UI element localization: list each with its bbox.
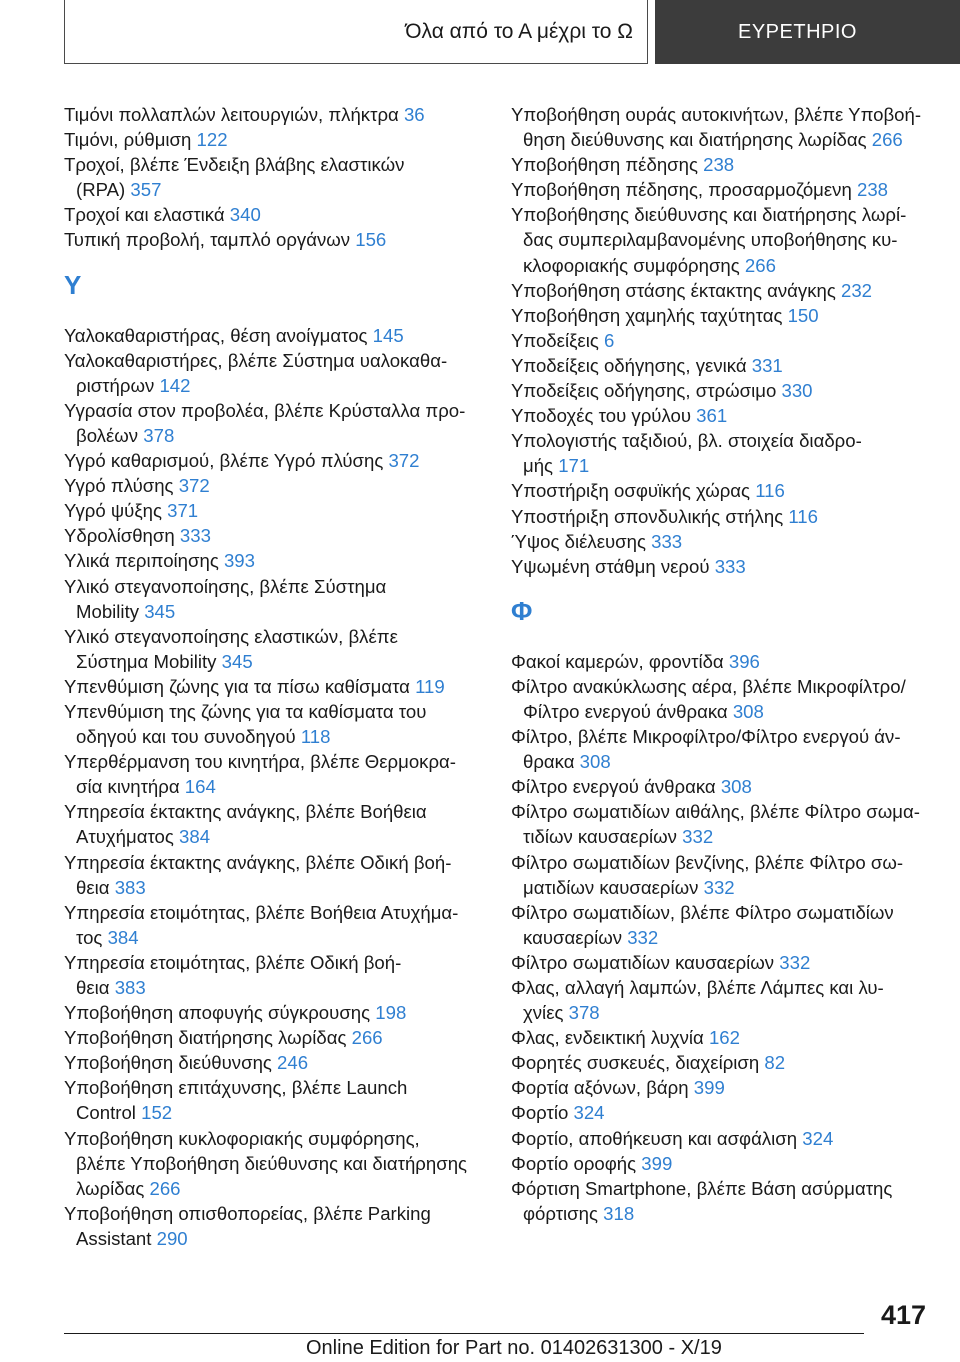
index-entry	[64, 1201, 494, 1251]
index-entry	[64, 523, 494, 548]
index-entry-text: Υαλοκαθαριστήρες, βλέπε Σύστημα υαλοκαθα-	[64, 349, 448, 371]
page-reference-link[interactable]: 290	[156, 1227, 188, 1249]
index-entry	[64, 473, 494, 498]
page-reference-link[interactable]: 372	[178, 475, 210, 497]
index-entry-text: Υπενθύμιση ζώνης για τα πίσω καθίσματα	[64, 675, 410, 697]
page-reference-link[interactable]: 361	[696, 405, 728, 427]
index-entry-text: Φόρτιση Smartphone, βλέπε Βάση ασύρματης	[511, 1177, 893, 1199]
footer-divider	[64, 1333, 864, 1334]
index-entry-text: Υγρό καθαρισμού, βλέπε Υγρό πλύσης	[64, 450, 384, 472]
index-entry-text: δας συμπεριλαμβανομένης υποβοήθησης κυ-	[523, 229, 898, 251]
index-entry-text: θεια	[76, 876, 110, 898]
index-entry	[64, 127, 494, 152]
index-entry	[511, 1176, 936, 1226]
page-reference-link[interactable]: 332	[779, 951, 811, 973]
index-entry-text: Υγρό πλύσης	[64, 475, 174, 497]
index-entry	[511, 975, 936, 1025]
index-entry	[64, 1126, 494, 1201]
index-entry	[511, 799, 936, 849]
index-entry-text: Φίλτρο ανακύκλωσης αέρα, βλέπε Μικροφίλτρο/	[511, 675, 906, 697]
page-reference-link[interactable]: 162	[708, 1027, 740, 1049]
index-entry	[511, 554, 936, 579]
index-entry	[64, 1075, 494, 1125]
index-entry-text: Υποδείξεις	[511, 329, 599, 351]
page-reference-link[interactable]: 150	[787, 304, 819, 326]
page-reference-link[interactable]: 384	[107, 926, 139, 948]
page-reference-link[interactable]: 156	[355, 229, 387, 251]
index-entry-text: χνίες	[523, 1002, 564, 1024]
index-entry	[64, 574, 494, 624]
page-reference-link[interactable]: 164	[184, 776, 216, 798]
index-entry-text: τος	[76, 926, 103, 948]
page-reference-link[interactable]: 324	[802, 1127, 834, 1149]
index-entry-text: Υπηρεσία ετοιμότητας, βλέπε Βοήθεια Ατυχήμα-	[64, 901, 459, 923]
page-reference-link[interactable]: 340	[229, 204, 261, 226]
page-reference-link[interactable]: 372	[388, 450, 420, 472]
index-entry	[64, 202, 494, 227]
page-reference-link[interactable]: 122	[196, 129, 228, 151]
index-entry	[64, 799, 494, 849]
index-entry-text: Υποστήριξη οσφυϊκής χώρας	[511, 480, 751, 502]
section-letter: Φ	[511, 595, 533, 626]
index-entry-text: Control	[76, 1102, 136, 1124]
index-entry-text: Φορητές συσκευές, διαχείριση	[511, 1052, 760, 1074]
index-entry	[64, 699, 494, 749]
page-reference-link[interactable]: 345	[221, 650, 253, 672]
index-entry	[64, 674, 494, 699]
index-entry	[64, 102, 494, 127]
page-reference-link[interactable]: 371	[167, 500, 199, 522]
index-entry-text: Υποβοήθηση αποφυγής σύγκρουσης	[64, 1002, 371, 1024]
tab-a-to-z-label: Όλα από το Α μέχρι το Ω	[405, 19, 633, 43]
index-entry-text: Υποβοήθηση κυκλοφοριακής συμφόρησης,	[64, 1127, 420, 1149]
index-entry-text: οδηγού και του συνοδηγού	[76, 726, 296, 748]
page-reference-link[interactable]: 266	[351, 1027, 383, 1049]
index-entry-text: τιδίων καυσαερίων	[523, 826, 677, 848]
page-reference-link[interactable]: 238	[703, 154, 735, 176]
page-reference-link[interactable]: 333	[651, 530, 683, 552]
index-entry-text: Υποβοήθηση διεύθυνσης	[64, 1052, 272, 1074]
index-entry	[64, 498, 494, 523]
index-entry-text: Υποβοήθηση οπισθοπορείας, βλέπε Parking	[64, 1202, 431, 1224]
edition-footer: Online Edition for Part no. 01402631300 - X/19	[306, 1337, 722, 1359]
index-entry-text: Υποδείξεις οδήγησης, γενικά	[511, 354, 747, 376]
index-entry	[64, 1025, 494, 1050]
index-entry	[64, 1000, 494, 1025]
index-entry	[511, 478, 936, 503]
index-entry-text: βλέπε Υποβοήθηση διεύθυνσης και διατήρησης	[76, 1152, 467, 1174]
page-reference-link[interactable]: 333	[179, 525, 211, 547]
index-entry	[511, 428, 936, 478]
index-entry	[511, 674, 936, 724]
page-reference-link[interactable]: 331	[751, 354, 783, 376]
index-entry-text: Mobility	[76, 600, 140, 622]
page-reference-link[interactable]: 332	[627, 926, 659, 948]
page-reference-link[interactable]: 6	[603, 329, 615, 351]
page-reference-link[interactable]: 119	[415, 675, 445, 697]
index-entry	[64, 749, 494, 799]
index-entry-text: Υπηρεσία έκτακτης ανάγκης, βλέπε Οδική βοή-	[64, 851, 452, 873]
index-entry-text: Υποβοήθηση χαμηλής ταχύτητας	[511, 304, 783, 326]
index-entry-text: Υπερθέρμανση του κινητήρα, βλέπε Θερμοκρα-	[64, 751, 456, 773]
index-entry-text: Υποβοήθησης διεύθυνσης και διατήρησης λωρί-	[511, 204, 907, 226]
tab-index[interactable]	[655, 0, 960, 64]
index-entry-text: Ύψος διέλευσης	[511, 530, 646, 552]
page-reference-link[interactable]: 246	[277, 1052, 309, 1074]
index-entry	[511, 1025, 936, 1050]
page-reference-link[interactable]: 393	[223, 550, 255, 572]
index-entry-text: Σύστημα Mobility	[76, 650, 217, 672]
index-entry	[64, 900, 494, 950]
index-entry-text: Υγρό ψύξης	[64, 500, 162, 522]
index-entry	[511, 102, 936, 152]
index-entry	[511, 353, 936, 378]
index-entry	[511, 649, 936, 674]
index-entry	[511, 278, 936, 303]
index-entry-text: Φίλτρο σωματιδίων βενζίνης, βλέπε Φίλτρο σω-	[511, 851, 904, 873]
index-entry-text: θεια	[76, 977, 110, 998]
index-entry	[511, 328, 936, 353]
page-number: 417	[880, 1300, 926, 1330]
page-reference-link[interactable]: 318	[603, 1202, 635, 1224]
tab-index-label: ΕΥΡΕΤΗΡΙΟ	[738, 20, 857, 43]
index-entry	[64, 950, 494, 1000]
index-entry-text: Τροχοί, βλέπε Ένδειξη βλάβης ελαστικών	[64, 154, 405, 176]
index-entry	[64, 850, 494, 900]
index-entry-text: Τροχοί και ελαστικά	[64, 204, 225, 226]
index-entry-text: Υποβοήθηση επιτάχυνσης, βλέπε Launch	[64, 1077, 408, 1099]
index-entry	[64, 323, 494, 348]
index-entry-text: Φίλτρο σωματιδίων, βλέπε Φίλτρο σωματιδίων	[511, 901, 894, 923]
index-entry-text: Φορτίο, αποθήκευση και ασφάλιση	[511, 1127, 798, 1149]
index-entry-text: Φίλτρο ενεργού άνθρακα	[511, 776, 716, 798]
index-entry	[64, 1050, 494, 1075]
page-reference-link[interactable]: 383	[114, 876, 146, 898]
index-entry-text: φόρτισης	[523, 1202, 598, 1224]
index-entry	[511, 152, 936, 177]
page-reference-link[interactable]: 266	[744, 254, 776, 276]
page-reference-link[interactable]: 82	[764, 1052, 786, 1074]
page-reference-link[interactable]: 345	[144, 600, 176, 622]
index-entry	[511, 403, 936, 428]
index-entry-text: Υπενθύμιση της ζώνης για τα καθίσματα του	[64, 700, 427, 722]
index-entry	[511, 202, 936, 277]
index-entry-text: Φίλτρο σωματιδίων καυσαερίων	[511, 951, 775, 973]
page-reference-link[interactable]: 330	[781, 380, 813, 402]
page-reference-link[interactable]: 308	[732, 700, 764, 722]
index-entry-text: Φορτία αξόνων, βάρη	[511, 1077, 689, 1099]
index-entry-text: Υποβοήθηση πέδησης, προσαρμοζόμενη	[511, 179, 852, 201]
page-reference-link[interactable]: 324	[573, 1102, 605, 1124]
index-entry-text: Assistant	[76, 1227, 152, 1249]
index-entry	[511, 724, 936, 774]
index-entry-text: Φίλτρο, βλέπε Μικροφίλτρο/Φίλτρο ενεργού άν-	[511, 726, 901, 748]
index-entry	[511, 504, 936, 529]
index-entry-text: Φλας, ενδεικτική λυχνία	[511, 1027, 704, 1049]
index-entry	[511, 303, 936, 328]
index-entry	[64, 227, 494, 252]
index-entry	[64, 348, 494, 398]
index-entry-text: Υποβοήθηση διατήρησης λωρίδας	[64, 1027, 347, 1049]
index-entry-text: λωρίδας	[76, 1177, 145, 1199]
page-reference-link[interactable]: 36	[403, 104, 425, 125]
index-column-left	[64, 102, 494, 1251]
index-entry-text: Φλας, αλλαγή λαμπών, βλέπε Λάμπες και λυ-	[511, 977, 884, 998]
page-reference-link[interactable]: 266	[149, 1177, 181, 1199]
page-reference-link[interactable]: 198	[375, 1002, 407, 1024]
index-column-right	[511, 102, 936, 1226]
index-entry-text: Υπηρεσία έκτακτης ανάγκης, βλέπε Βοήθεια	[64, 801, 427, 823]
index-entry-text: Υδρολίσθηση	[64, 525, 175, 547]
index-entry-text: μής	[523, 455, 554, 477]
page-reference-link[interactable]: 118	[300, 726, 331, 748]
index-entry-text: θηση διεύθυνσης και διατήρησης λωρίδας	[523, 129, 867, 151]
index-entry-text: Υλικό στεγανοποίησης ελαστικών, βλέπε	[64, 625, 398, 647]
index-entry	[64, 152, 494, 202]
index-entry-text: ματιδίων καυσαερίων	[523, 876, 699, 898]
index-entry-text: Φορτίο οροφής	[511, 1152, 637, 1174]
index-entry-text: Υγρασία στον προβολέα, βλέπε Κρύσταλλα προ-	[64, 399, 466, 421]
index-entry-text: Υποβοήθηση πέδησης	[511, 154, 698, 176]
index-entry-text: Υποστήριξη σπονδυλικής στήλης	[511, 505, 784, 527]
page-reference-link[interactable]: 171	[558, 455, 590, 477]
page-reference-link[interactable]: 383	[114, 977, 146, 998]
index-entry-text: Φορτίο	[511, 1102, 569, 1124]
index-entry	[511, 850, 936, 900]
page-reference-link[interactable]: 332	[703, 876, 735, 898]
index-entry-text: θρακα	[523, 751, 575, 773]
page-reference-link[interactable]: 152	[141, 1102, 173, 1124]
index-entry-text: βολέων	[76, 424, 139, 446]
index-entry-text: Υλικά περιποίησης	[64, 550, 219, 572]
index-entry-text: Φακοί καμερών, φροντίδα	[511, 650, 724, 672]
page-reference-link[interactable]: 116	[788, 505, 818, 527]
page-reference-link[interactable]: 378	[568, 1002, 600, 1024]
page-reference-link[interactable]: 333	[714, 555, 746, 577]
index-entry	[511, 774, 936, 799]
page-reference-link[interactable]: 116	[755, 480, 785, 502]
page-reference-link[interactable]: 384	[179, 826, 211, 848]
index-entry-text: ριστήρων	[76, 374, 155, 396]
index-entry	[511, 1151, 936, 1176]
index-entry-text: σία κινητήρα	[76, 776, 180, 798]
index-entry-text: Τιμόνι, ρύθμιση	[64, 129, 192, 151]
index-entry-text: Υψωμένη στάθμη νερού	[511, 555, 710, 577]
index-entry	[64, 448, 494, 473]
page-reference-link[interactable]: 332	[682, 826, 714, 848]
index-entry	[511, 1075, 936, 1100]
index-entry	[511, 378, 936, 403]
index-entry-text: κλοφοριακής συμφόρησης	[523, 254, 740, 276]
index-entry	[511, 529, 936, 554]
page-reference-link[interactable]: 399	[693, 1077, 725, 1099]
index-entry-text: καυσαερίων	[523, 926, 623, 948]
page-reference-link[interactable]: 232	[841, 279, 873, 301]
index-entry	[64, 398, 494, 448]
index-entry-text: Ατυχήματος	[76, 826, 174, 848]
index-entry-text: Φίλτρο σωματιδίων αιθάλης, βλέπε Φίλτρο σωμα-	[511, 801, 920, 823]
index-entry	[511, 950, 936, 975]
index-entry-text: Υλικό στεγανοποίησης, βλέπε Σύστημα	[64, 575, 387, 597]
index-entry	[64, 548, 494, 573]
index-entry-text: Υποβοήθηση στάσης έκτακτης ανάγκης	[511, 279, 836, 301]
page-reference-link[interactable]: 396	[728, 650, 760, 672]
index-entry-text: Υαλοκαθαριστήρας, θέση ανοίγματος	[64, 324, 368, 346]
page-reference-link[interactable]: 145	[372, 324, 404, 346]
page-reference-link[interactable]: 142	[159, 374, 191, 396]
index-entry-text: Τυπική προβολή, ταμπλό οργάνων	[64, 229, 351, 251]
page-reference-link[interactable]: 266	[871, 129, 903, 151]
index-entry-text: Φίλτρο ενεργού άνθρακα	[523, 700, 728, 722]
index-entry-text: Υπηρεσία ετοιμότητας, βλέπε Οδική βοή-	[64, 951, 402, 973]
index-entry-text: Υποδείξεις οδήγησης, στρώσιμο	[511, 380, 777, 402]
index-entry-text: Τιμόνι πολλαπλών λειτουργιών, πλήκτρα	[64, 104, 399, 125]
index-entry-text: Υποβοήθηση ουράς αυτοκινήτων, βλέπε Υποβοή-	[511, 104, 922, 125]
index-entry	[511, 900, 936, 950]
index-entry-text: Υπολογιστής ταξιδιού, βλ. στοιχεία διαδρο-	[511, 430, 862, 452]
index-entry	[511, 1100, 936, 1125]
page-reference-link[interactable]: 399	[641, 1152, 673, 1174]
page-header	[0, 0, 960, 66]
index-entry	[511, 1126, 936, 1151]
page-reference-link[interactable]: 308	[720, 776, 752, 798]
page-reference-link[interactable]: 308	[579, 751, 611, 773]
tab-a-to-z[interactable]	[64, 0, 648, 64]
section-letter: Υ	[64, 269, 82, 300]
index-entry	[64, 624, 494, 674]
index-entry-text: (RPA)	[76, 179, 126, 201]
page-reference-link[interactable]: 357	[130, 179, 162, 201]
index-entry	[511, 1050, 936, 1075]
page-reference-link[interactable]: 238	[856, 179, 889, 201]
index-entry	[511, 177, 936, 202]
index-entry-text: Υποδοχές του γρύλου	[511, 405, 691, 427]
page-reference-link[interactable]: 378	[143, 424, 175, 446]
